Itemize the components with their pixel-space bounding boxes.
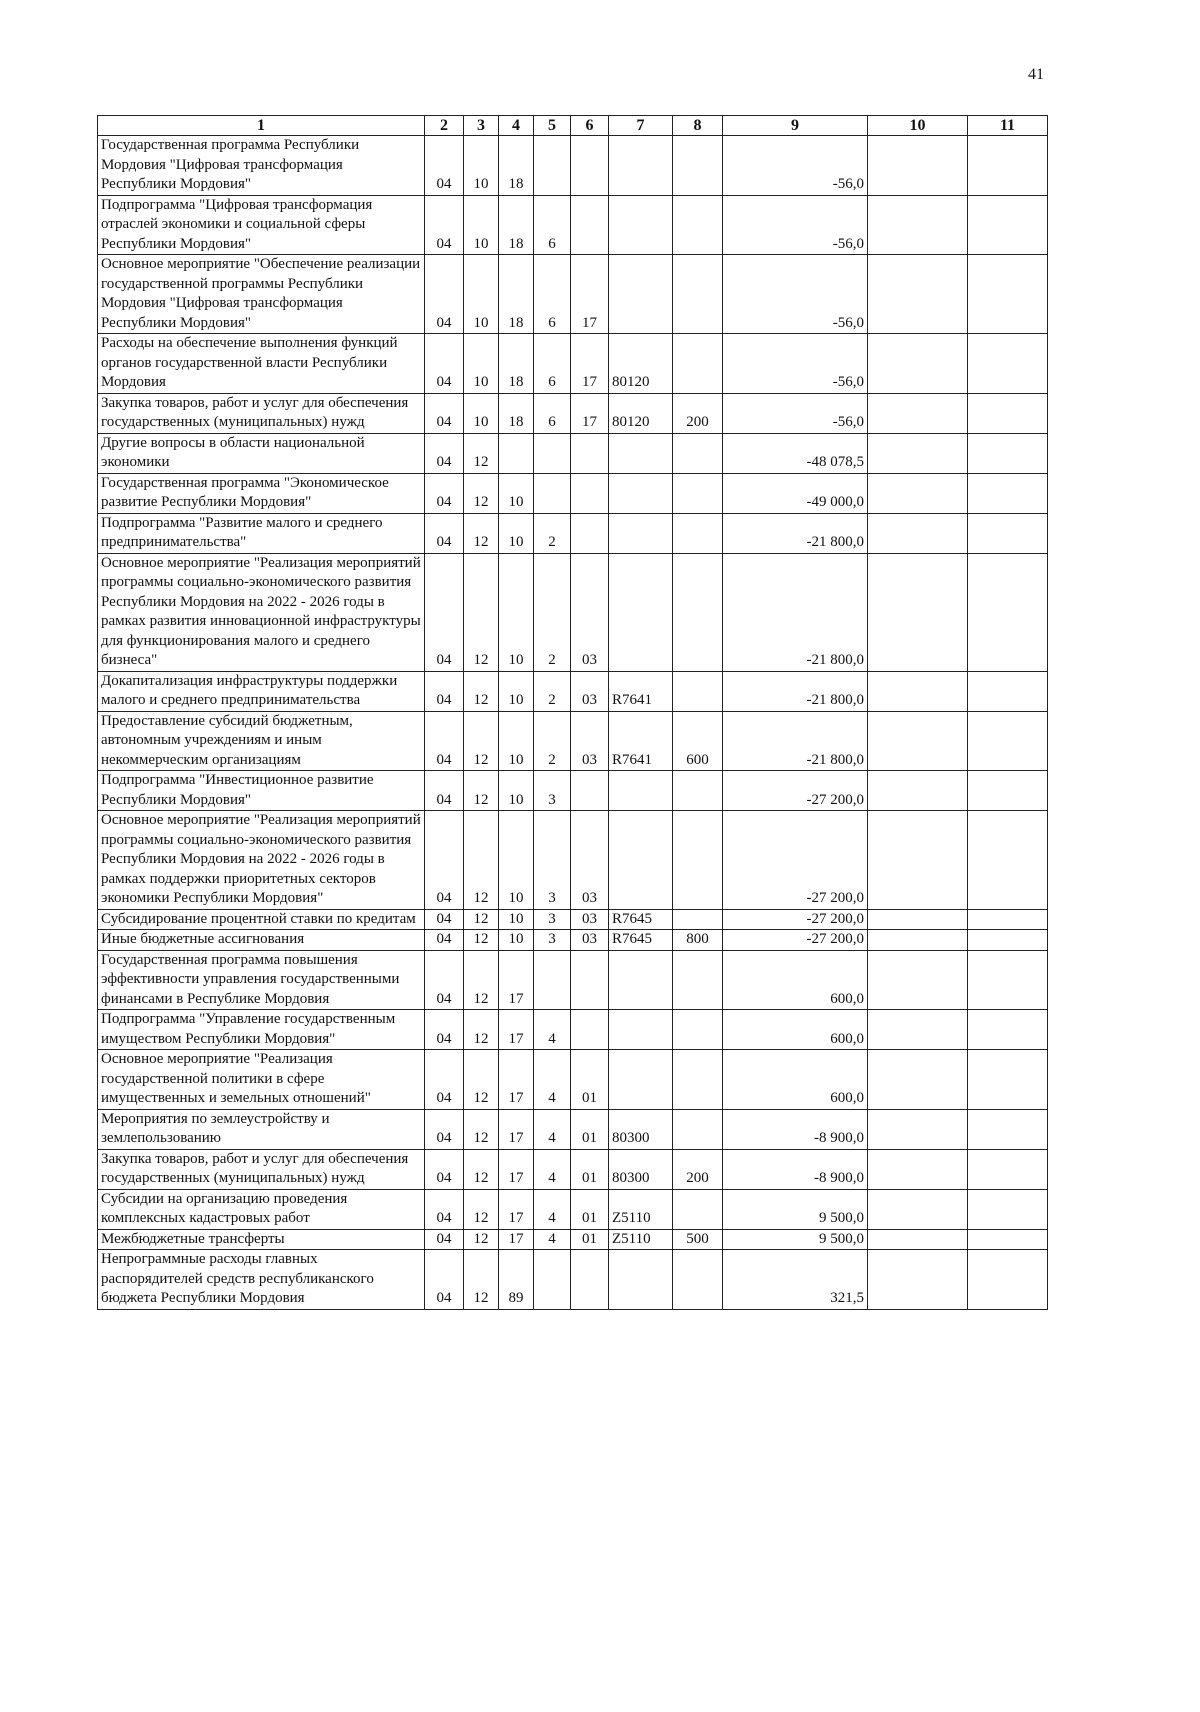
section-code: 04: [425, 393, 464, 433]
subsection-code: 10: [464, 195, 499, 255]
subsection-code: 10: [464, 334, 499, 394]
amount-value: -56,0: [723, 136, 868, 196]
program-code: [499, 433, 534, 473]
amount-value: -27 200,0: [723, 930, 868, 951]
activity-code: 01: [571, 1050, 609, 1110]
expense-type-code: [673, 1109, 723, 1149]
table-row: [98, 1229, 1048, 1250]
table-row: [98, 1109, 1048, 1149]
expense-type-code: [673, 255, 723, 334]
activity-code: 03: [571, 930, 609, 951]
column-11-value: [968, 950, 1048, 1010]
expense-type-code: [673, 950, 723, 1010]
section-code: 04: [425, 909, 464, 930]
subsection-code: 10: [464, 255, 499, 334]
row-description: Субсидии на организацию проведения комплексных кадастровых работ: [98, 1189, 425, 1229]
amount-value: 600,0: [723, 1050, 868, 1110]
program-code: 18: [499, 334, 534, 394]
column-10-value: [868, 711, 968, 771]
subsection-code: 12: [464, 1250, 499, 1310]
direction-code: R7645: [609, 909, 673, 930]
subprogram-code: 3: [534, 930, 571, 951]
row-description: Основное мероприятие "Обеспечение реализации государственной программы Республики Мордовия "Цифровая трансформация Республики Мордовия": [98, 255, 425, 334]
expense-type-code: 600: [673, 711, 723, 771]
expense-type-code: [673, 136, 723, 196]
column-11-value: [968, 1149, 1048, 1189]
program-code: 10: [499, 671, 534, 711]
expense-type-code: 200: [673, 393, 723, 433]
column-11-value: [968, 1050, 1048, 1110]
subsection-code: 12: [464, 711, 499, 771]
column-10-value: [868, 1050, 968, 1110]
section-code: 04: [425, 1250, 464, 1310]
subprogram-code: 2: [534, 671, 571, 711]
subprogram-code: [534, 473, 571, 513]
column-11-value: [968, 334, 1048, 394]
row-description: Подпрограмма "Развитие малого и среднего предпринимательства": [98, 513, 425, 553]
subprogram-code: [534, 1250, 571, 1310]
expense-type-code: [673, 909, 723, 930]
expense-type-code: [673, 433, 723, 473]
column-10-value: [868, 1229, 968, 1250]
program-code: 17: [499, 1229, 534, 1250]
subsection-code: 12: [464, 1229, 499, 1250]
expense-type-code: [673, 513, 723, 553]
column-11-value: [968, 909, 1048, 930]
column-11-value: [968, 553, 1048, 671]
column-10-value: [868, 195, 968, 255]
subprogram-code: 2: [534, 553, 571, 671]
section-code: 04: [425, 771, 464, 811]
expense-type-code: [673, 1189, 723, 1229]
table-row: [98, 909, 1048, 930]
subsection-code: 10: [464, 393, 499, 433]
subprogram-code: [534, 433, 571, 473]
column-10-value: [868, 1189, 968, 1229]
expense-type-code: 500: [673, 1229, 723, 1250]
row-description: Иные бюджетные ассигнования: [98, 930, 425, 951]
amount-value: 600,0: [723, 1010, 868, 1050]
activity-code: [571, 1250, 609, 1310]
expense-type-code: [673, 195, 723, 255]
subprogram-code: 4: [534, 1010, 571, 1050]
section-code: 04: [425, 513, 464, 553]
subsection-code: 12: [464, 1050, 499, 1110]
direction-code: [609, 950, 673, 1010]
subprogram-code: 3: [534, 771, 571, 811]
column-10-value: [868, 473, 968, 513]
section-code: 04: [425, 811, 464, 910]
column-11-value: [968, 433, 1048, 473]
column-11-value: [968, 1250, 1048, 1310]
direction-code: [609, 136, 673, 196]
column-10-value: [868, 1109, 968, 1149]
table-row: [98, 1250, 1048, 1310]
subprogram-code: 4: [534, 1149, 571, 1189]
activity-code: 03: [571, 671, 609, 711]
section-code: 04: [425, 1149, 464, 1189]
column-10-value: [868, 553, 968, 671]
subsection-code: 12: [464, 1109, 499, 1149]
direction-code: [609, 1050, 673, 1110]
activity-code: 17: [571, 393, 609, 433]
amount-value: -21 800,0: [723, 711, 868, 771]
section-code: 04: [425, 1229, 464, 1250]
program-code: 89: [499, 1250, 534, 1310]
table-row: [98, 771, 1048, 811]
subsection-code: 12: [464, 1149, 499, 1189]
program-code: 17: [499, 950, 534, 1010]
amount-value: 600,0: [723, 950, 868, 1010]
expense-type-code: [673, 771, 723, 811]
subsection-code: 12: [464, 473, 499, 513]
direction-code: [609, 811, 673, 910]
row-description: Подпрограмма "Управление государственным имуществом Республики Мордовия": [98, 1010, 425, 1050]
program-code: 10: [499, 930, 534, 951]
row-description: Докапитализация инфраструктуры поддержки малого и среднего предпринимательства: [98, 671, 425, 711]
column-11-value: [968, 1229, 1048, 1250]
subprogram-code: 4: [534, 1050, 571, 1110]
amount-value: -21 800,0: [723, 553, 868, 671]
activity-code: [571, 513, 609, 553]
activity-code: [571, 473, 609, 513]
column-header: 6: [571, 116, 609, 136]
column-10-value: [868, 1010, 968, 1050]
subprogram-code: 2: [534, 513, 571, 553]
column-header: 9: [723, 116, 868, 136]
direction-code: [609, 553, 673, 671]
column-11-value: [968, 711, 1048, 771]
row-description: Основное мероприятие "Реализация мероприятий программы социально-экономического развития Республики Мордовия на 2022 - 2026 годы в рамках поддержки приоритетных секторов экономики Республики Мордовия": [98, 811, 425, 910]
amount-value: 9 500,0: [723, 1229, 868, 1250]
subsection-code: 12: [464, 909, 499, 930]
column-header: 3: [464, 116, 499, 136]
column-10-value: [868, 255, 968, 334]
table-row: [98, 1010, 1048, 1050]
section-code: 04: [425, 671, 464, 711]
amount-value: -27 200,0: [723, 811, 868, 910]
row-description: Предоставление субсидий бюджетным, автономным учреждениям и иным некоммерческим организациям: [98, 711, 425, 771]
expense-type-code: [673, 811, 723, 910]
section-code: 04: [425, 1050, 464, 1110]
column-11-value: [968, 136, 1048, 196]
column-11-value: [968, 195, 1048, 255]
direction-code: [609, 195, 673, 255]
amount-value: -56,0: [723, 255, 868, 334]
subprogram-code: 3: [534, 811, 571, 910]
column-header: 7: [609, 116, 673, 136]
direction-code: 80120: [609, 393, 673, 433]
page-number: 41: [1028, 66, 1044, 83]
direction-code: R7641: [609, 671, 673, 711]
activity-code: [571, 433, 609, 473]
subprogram-code: 6: [534, 393, 571, 433]
section-code: 04: [425, 195, 464, 255]
program-code: 10: [499, 771, 534, 811]
subprogram-code: 4: [534, 1109, 571, 1149]
table-row: [98, 334, 1048, 394]
column-11-value: [968, 1109, 1048, 1149]
program-code: 17: [499, 1109, 534, 1149]
activity-code: 03: [571, 811, 609, 910]
amount-value: -21 800,0: [723, 671, 868, 711]
column-11-value: [968, 393, 1048, 433]
direction-code: Z5110: [609, 1189, 673, 1229]
activity-code: 03: [571, 553, 609, 671]
column-header: 5: [534, 116, 571, 136]
amount-value: -56,0: [723, 334, 868, 394]
table-header-row: [98, 116, 1048, 136]
column-10-value: [868, 433, 968, 473]
section-code: 04: [425, 930, 464, 951]
column-11-value: [968, 1189, 1048, 1229]
subsection-code: 12: [464, 950, 499, 1010]
column-10-value: [868, 393, 968, 433]
column-10-value: [868, 930, 968, 951]
activity-code: 17: [571, 255, 609, 334]
column-11-value: [968, 255, 1048, 334]
program-code: 18: [499, 136, 534, 196]
section-code: 04: [425, 1109, 464, 1149]
program-code: 10: [499, 811, 534, 910]
direction-code: 80120: [609, 334, 673, 394]
expense-type-code: [673, 671, 723, 711]
subsection-code: 12: [464, 771, 499, 811]
direction-code: [609, 1010, 673, 1050]
direction-code: [609, 771, 673, 811]
section-code: 04: [425, 1010, 464, 1050]
direction-code: 80300: [609, 1109, 673, 1149]
budget-table: [97, 115, 1048, 1310]
section-code: 04: [425, 255, 464, 334]
subsection-code: 12: [464, 930, 499, 951]
expense-type-code: 200: [673, 1149, 723, 1189]
expense-type-code: [673, 1050, 723, 1110]
subprogram-code: 3: [534, 909, 571, 930]
section-code: 04: [425, 950, 464, 1010]
row-description: Мероприятия по землеустройству и землепользованию: [98, 1109, 425, 1149]
expense-type-code: [673, 334, 723, 394]
direction-code: [609, 1250, 673, 1310]
section-code: 04: [425, 553, 464, 671]
table-row: [98, 930, 1048, 951]
subprogram-code: 4: [534, 1189, 571, 1229]
column-10-value: [868, 1149, 968, 1189]
column-11-value: [968, 671, 1048, 711]
activity-code: 03: [571, 711, 609, 771]
subprogram-code: [534, 136, 571, 196]
direction-code: [609, 513, 673, 553]
column-10-value: [868, 136, 968, 196]
section-code: 04: [425, 1189, 464, 1229]
table-row: [98, 1050, 1048, 1110]
amount-value: 9 500,0: [723, 1189, 868, 1229]
column-header: 1: [98, 116, 425, 136]
section-code: 04: [425, 136, 464, 196]
row-description: Межбюджетные трансферты: [98, 1229, 425, 1250]
column-10-value: [868, 811, 968, 910]
row-description: Непрограммные расходы главных распорядителей средств республиканского бюджета Республики Мордовия: [98, 1250, 425, 1310]
column-header: 8: [673, 116, 723, 136]
table-row: [98, 136, 1048, 196]
column-10-value: [868, 1250, 968, 1310]
program-code: 10: [499, 909, 534, 930]
section-code: 04: [425, 334, 464, 394]
activity-code: 01: [571, 1149, 609, 1189]
column-10-value: [868, 334, 968, 394]
expense-type-code: [673, 1250, 723, 1310]
subprogram-code: 2: [534, 711, 571, 771]
column-header: 4: [499, 116, 534, 136]
expense-type-code: 800: [673, 930, 723, 951]
table-row: [98, 671, 1048, 711]
column-11-value: [968, 513, 1048, 553]
activity-code: [571, 771, 609, 811]
table-row: [98, 473, 1048, 513]
amount-value: -56,0: [723, 393, 868, 433]
column-11-value: [968, 930, 1048, 951]
program-code: 17: [499, 1189, 534, 1229]
row-description: Другие вопросы в области национальной экономики: [98, 433, 425, 473]
program-code: 10: [499, 711, 534, 771]
program-code: 10: [499, 513, 534, 553]
row-description: Подпрограмма "Инвестиционное развитие Республики Мордовия": [98, 771, 425, 811]
amount-value: -21 800,0: [723, 513, 868, 553]
activity-code: [571, 1010, 609, 1050]
subprogram-code: [534, 950, 571, 1010]
column-11-value: [968, 771, 1048, 811]
program-code: 18: [499, 255, 534, 334]
activity-code: 01: [571, 1229, 609, 1250]
column-10-value: [868, 909, 968, 930]
program-code: 10: [499, 553, 534, 671]
program-code: 18: [499, 393, 534, 433]
subprogram-code: 6: [534, 195, 571, 255]
activity-code: 03: [571, 909, 609, 930]
column-10-value: [868, 513, 968, 553]
direction-code: R7645: [609, 930, 673, 951]
program-code: 17: [499, 1149, 534, 1189]
table-row: [98, 433, 1048, 473]
column-11-value: [968, 1010, 1048, 1050]
subprogram-code: 6: [534, 334, 571, 394]
row-description: Подпрограмма "Цифровая трансформация отраслей экономики и социальной сферы Республики Мордовия": [98, 195, 425, 255]
row-description: Закупка товаров, работ и услуг для обеспечения государственных (муниципальных) нужд: [98, 1149, 425, 1189]
expense-type-code: [673, 553, 723, 671]
table-row: [98, 553, 1048, 671]
activity-code: 01: [571, 1109, 609, 1149]
table-row: [98, 255, 1048, 334]
table-row: [98, 393, 1048, 433]
table-row: [98, 513, 1048, 553]
direction-code: [609, 433, 673, 473]
activity-code: 01: [571, 1189, 609, 1229]
section-code: 04: [425, 433, 464, 473]
column-10-value: [868, 771, 968, 811]
program-code: 18: [499, 195, 534, 255]
amount-value: -56,0: [723, 195, 868, 255]
direction-code: R7641: [609, 711, 673, 771]
subprogram-code: 4: [534, 1229, 571, 1250]
amount-value: -49 000,0: [723, 473, 868, 513]
subsection-code: 12: [464, 811, 499, 910]
subprogram-code: 6: [534, 255, 571, 334]
direction-code: Z5110: [609, 1229, 673, 1250]
column-10-value: [868, 671, 968, 711]
row-description: Государственная программа повышения эффективности управления государственными финансами в Республике Мордовия: [98, 950, 425, 1010]
subsection-code: 12: [464, 671, 499, 711]
program-code: 17: [499, 1010, 534, 1050]
direction-code: 80300: [609, 1149, 673, 1189]
section-code: 04: [425, 711, 464, 771]
row-description: Основное мероприятие "Реализация государственной политики в сфере имущественных и земельных отношений": [98, 1050, 425, 1110]
subsection-code: 12: [464, 553, 499, 671]
row-description: Расходы на обеспечение выполнения функций органов государственной власти Республики Мордовия: [98, 334, 425, 394]
section-code: 04: [425, 473, 464, 513]
row-description: Государственная программа "Экономическое развитие Республики Мордовия": [98, 473, 425, 513]
amount-value: -27 200,0: [723, 771, 868, 811]
amount-value: 321,5: [723, 1250, 868, 1310]
table-row: [98, 1149, 1048, 1189]
row-description: Основное мероприятие "Реализация мероприятий программы социально-экономического развития Республики Мордовия на 2022 - 2026 годы в рамках развития инновационной инфраструктуры для функционирования малого и среднего бизнеса": [98, 553, 425, 671]
column-header: 2: [425, 116, 464, 136]
column-11-value: [968, 473, 1048, 513]
amount-value: -8 900,0: [723, 1109, 868, 1149]
subsection-code: 12: [464, 513, 499, 553]
row-description: Закупка товаров, работ и услуг для обеспечения государственных (муниципальных) нужд: [98, 393, 425, 433]
program-code: 10: [499, 473, 534, 513]
table-row: [98, 811, 1048, 910]
row-description: Государственная программа Республики Мордовия "Цифровая трансформация Республики Мордовия": [98, 136, 425, 196]
amount-value: -8 900,0: [723, 1149, 868, 1189]
expense-type-code: [673, 473, 723, 513]
activity-code: [571, 950, 609, 1010]
subsection-code: 12: [464, 433, 499, 473]
activity-code: 17: [571, 334, 609, 394]
table-row: [98, 195, 1048, 255]
expense-type-code: [673, 1010, 723, 1050]
subsection-code: 12: [464, 1189, 499, 1229]
column-10-value: [868, 950, 968, 1010]
amount-value: -48 078,5: [723, 433, 868, 473]
amount-value: -27 200,0: [723, 909, 868, 930]
table-row: [98, 711, 1048, 771]
table-row: [98, 950, 1048, 1010]
subsection-code: 10: [464, 136, 499, 196]
row-description: Субсидирование процентной ставки по кредитам: [98, 909, 425, 930]
activity-code: [571, 195, 609, 255]
table-row: [98, 1189, 1048, 1229]
program-code: 17: [499, 1050, 534, 1110]
direction-code: [609, 473, 673, 513]
column-header: 11: [968, 116, 1048, 136]
direction-code: [609, 255, 673, 334]
column-11-value: [968, 811, 1048, 910]
activity-code: [571, 136, 609, 196]
subsection-code: 12: [464, 1010, 499, 1050]
column-header: 10: [868, 116, 968, 136]
